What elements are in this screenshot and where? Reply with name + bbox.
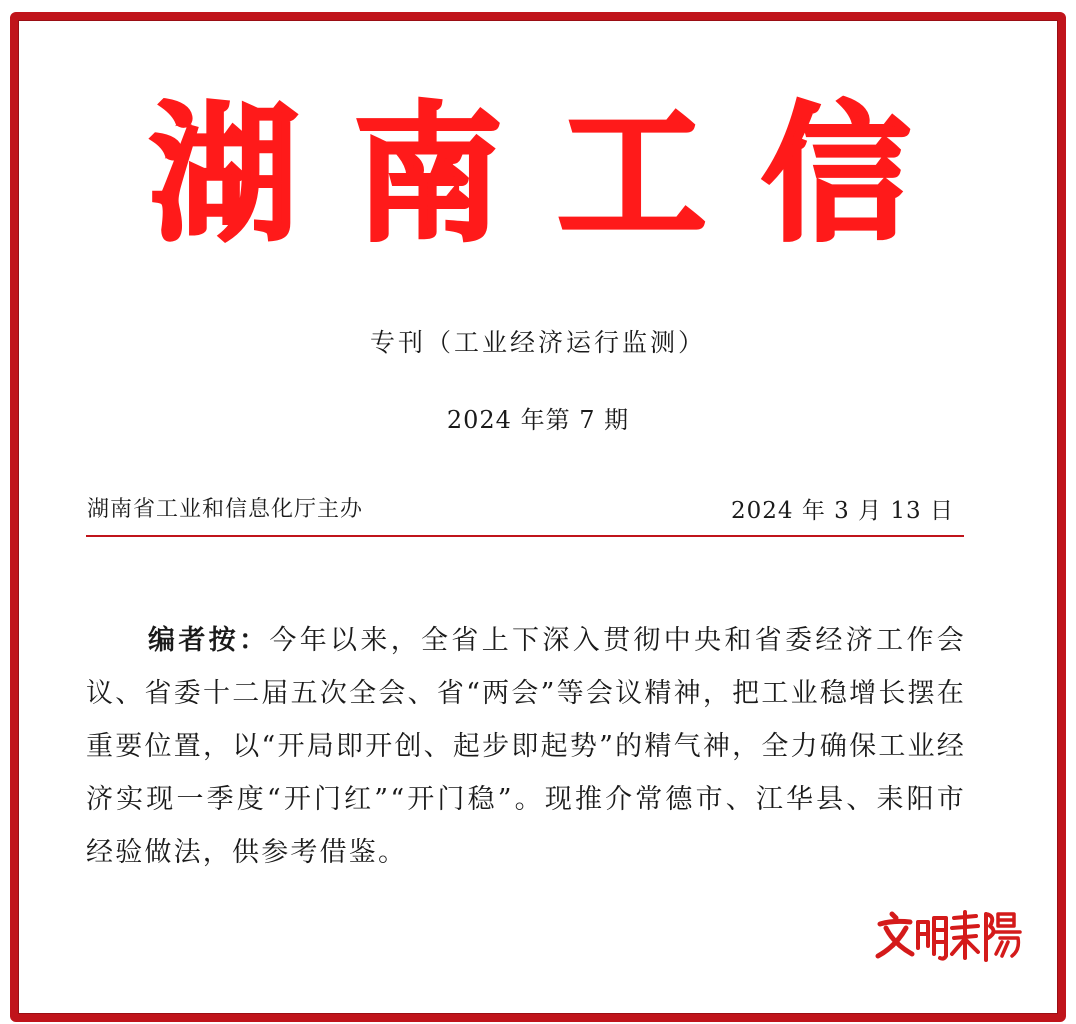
editor-note-lead: 编者按： xyxy=(148,625,270,656)
issue-number: 2024 年第 7 期 xyxy=(446,406,630,434)
editor-note xyxy=(86,614,966,879)
masthead-char: 湖 xyxy=(150,89,298,261)
masthead-char: 信 xyxy=(762,89,910,261)
sponsor-line: 湖南省工业和信息化厅主办 xyxy=(87,497,364,522)
masthead-char: 南 xyxy=(354,89,502,261)
masthead-char: 工 xyxy=(558,89,706,261)
wenming-leiyang-logo xyxy=(874,904,1024,964)
publication-subtitle: 专刊（工业经济运行监测） xyxy=(369,328,706,357)
publication-date: 2024 年 3 月 13 日 xyxy=(731,498,954,524)
header-divider xyxy=(86,535,964,537)
editor-note-body: 今年以来，全省上下深入贯彻中央和省委经济工作会议、省委十二届五次全会、省“两会”等会议精神，把工业稳增长摆在重要位置，以“开局即开创、起步即起势”的精气神，全力确保工业经济实现一季度“开门红”“开门稳”。现推介常德市、江华县、耒阳市经验做法，供参考借鉴。 xyxy=(86,625,966,868)
masthead-title xyxy=(150,89,910,261)
